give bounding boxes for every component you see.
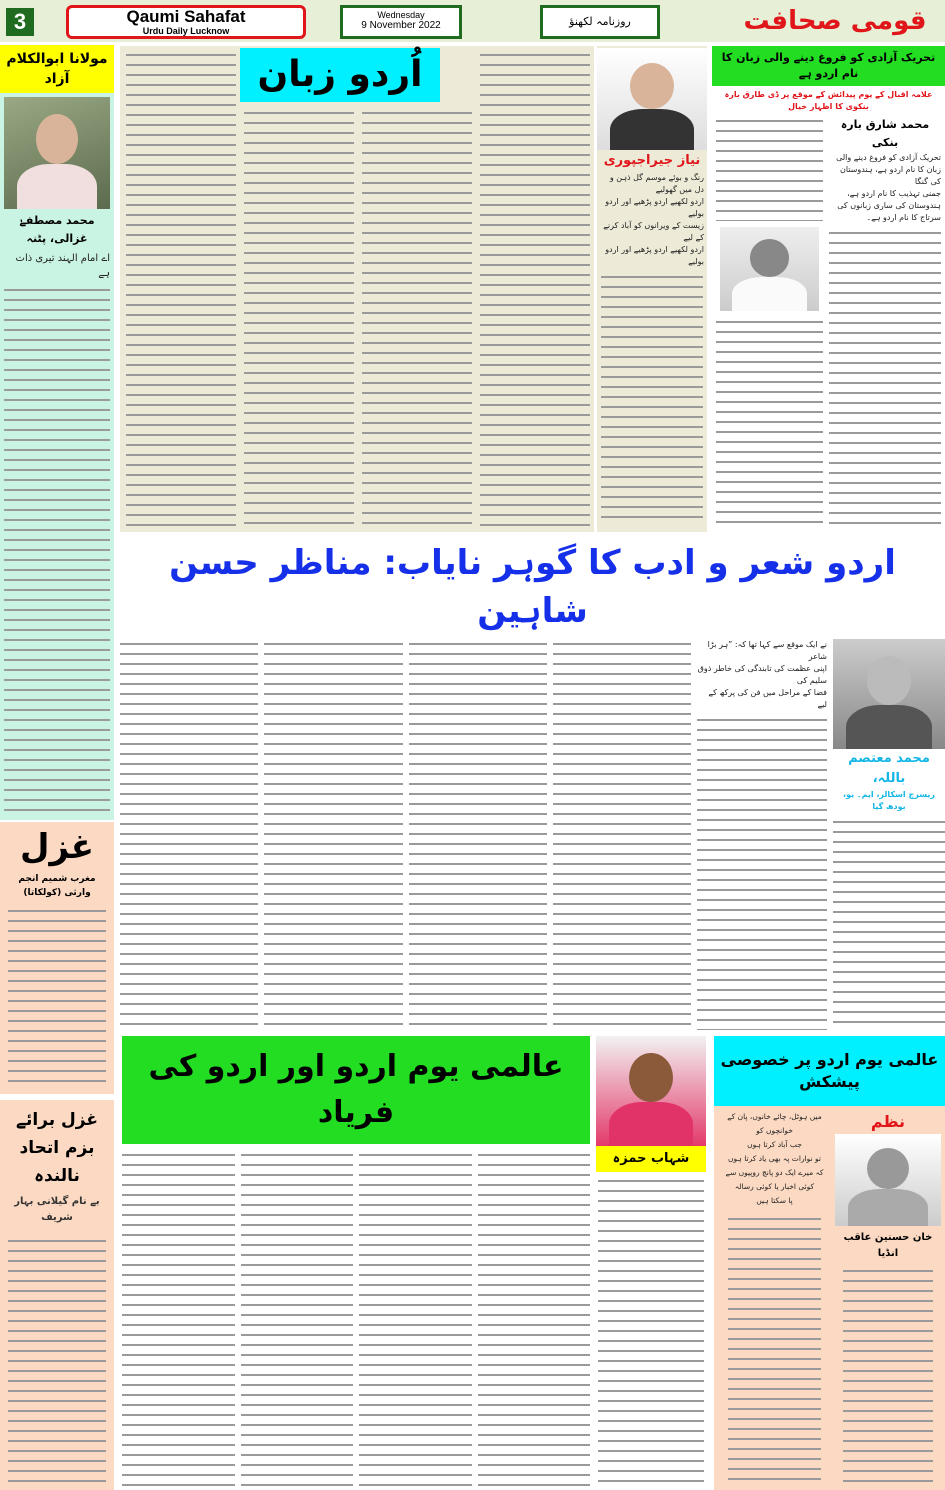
azad-heading: مولانا ابوالکلام آزاد — [0, 45, 114, 93]
faryad-author-photo — [596, 1036, 706, 1146]
tehreek-columns — [712, 116, 945, 526]
lede-line: جمنی تہذیب کا نام اردو ہے، ہندوستان کی ساری زبانوں کی سرتاج کا نام اردو ہے۔ — [837, 189, 941, 222]
tehreek-right-column — [829, 116, 941, 526]
urdu-zaban-heading: اُردو زبان — [240, 48, 440, 102]
article-text — [126, 50, 236, 526]
special-poet-caption: خان حسنین عاقب انڈیا — [843, 1232, 933, 1259]
poem-line: زیست کے ویرانوں کو آباد کرنے کے لیے — [603, 221, 704, 242]
ghazal-text — [8, 906, 106, 1088]
special-heading: عالمی یوم اردو پر خصوصی پیشکش — [714, 1036, 945, 1106]
poem-lines — [718, 1110, 831, 1208]
poem-line: پا سکتا ہیں — [756, 1196, 793, 1205]
faryad-columns — [122, 1150, 590, 1486]
poet-column — [597, 46, 707, 532]
article-text — [553, 639, 691, 1030]
manazir-author-name: محمد معتصم باللہ، — [848, 751, 930, 786]
article-text — [362, 108, 472, 526]
article-text — [264, 639, 402, 1030]
ghazal-byline: مغرب شمیم انجم وارثی (کولکاتا) — [18, 874, 96, 898]
manazir-photo — [833, 639, 945, 749]
poem-text — [4, 285, 110, 816]
faryad-author-column — [596, 1036, 706, 1486]
ghazal-bazm-text — [8, 1236, 106, 1484]
article-text — [716, 116, 823, 221]
poet-photo — [835, 1134, 941, 1226]
article-text — [833, 817, 945, 1030]
masthead-name-en: Qaumi Sahafat — [126, 7, 246, 26]
ghazal-bazm-heading: غزل برائے بزم اتحاد نالندہ — [16, 1110, 98, 1186]
page-number: 3 — [6, 8, 34, 36]
article-text — [829, 228, 941, 526]
manazir-lede — [697, 639, 827, 711]
roznama-box: روزنامہ لکھنؤ — [540, 5, 660, 39]
poem-line: اردو لکھیے اردو پڑھیے اور اردو بولیے — [605, 197, 704, 218]
urdu-zaban-section — [120, 46, 594, 532]
left-column — [0, 45, 114, 820]
poem-line: میں ہوٹل، چائے خانوں، پان کے خوانچوں کو — [727, 1112, 822, 1135]
article-text — [598, 1176, 704, 1486]
faryad-section — [122, 1036, 590, 1486]
masthead-tagline: Urdu Daily Lucknow — [142, 26, 230, 36]
manazir-section — [120, 535, 945, 1030]
poet-caption: نیاز جیراجپوری — [603, 153, 701, 168]
article-text — [478, 1150, 591, 1486]
poem-line: کہ میرے ایک دو پانچ روپیوں سے — [725, 1168, 824, 1177]
manazir-lede-column — [697, 639, 827, 1030]
poem-text — [843, 1266, 933, 1486]
lede-line: تحریک آزادی کو فروغ دینے والی زبان کا نام اردو ہے، ہندوستان کی گنگا — [836, 153, 941, 186]
poem-text — [601, 272, 703, 526]
special-body — [714, 1106, 945, 1490]
poem-line: رنگ و بوئے موسم گل ذہن و دل میں گھولیے — [609, 173, 704, 194]
poet-photo — [597, 48, 707, 150]
tehreek-lede — [829, 152, 941, 224]
article-text — [716, 317, 823, 526]
faryad-heading: عالمی یوم اردو اور اردو کی فریاد — [122, 1036, 590, 1144]
poem-line: جب آباد کرتا ہوں — [747, 1140, 802, 1149]
azad-byline: محمد مصطفےٰ غزالی، پٹنہ — [19, 214, 95, 245]
tehreek-photo — [720, 227, 819, 311]
article-text — [697, 715, 827, 1030]
lede-line: اپنی عظمت کی تابندگی کی خاطر ذوق سلیم کی — [697, 664, 827, 685]
poem-line: تو نوارات پہ بھی یاد کرتا ہوں — [728, 1154, 821, 1163]
tehreek-byline: محمد شارق بارہ بنکی — [840, 118, 930, 149]
article-text — [409, 639, 547, 1030]
poem-lines — [597, 172, 707, 268]
special-poem-column — [718, 1110, 831, 1486]
special-section — [714, 1036, 945, 1490]
masthead-name-box — [66, 5, 306, 39]
special-poet-column — [835, 1110, 941, 1486]
masthead-name-ur: قومی صحافت — [743, 6, 927, 36]
lede-line: نے ایک موقع سے کہا تھا کہ: ”ہر بڑا شاعر — [707, 640, 827, 661]
ghazal-bazm-box — [0, 1100, 114, 1490]
tehreek-subheading: علامہ اقبال کے یوم پیدائش کے موقع پر ڈی طارق بارہ بنکوی کا اظہار خیال — [724, 90, 933, 111]
ghazal-box — [0, 822, 114, 1094]
azad-lede: اے امام الہند تیری ذات ہے — [15, 253, 110, 279]
date-box — [340, 5, 462, 39]
poem-label: نظم — [870, 1112, 906, 1131]
article-text — [241, 1150, 354, 1486]
manazir-author-title: ریسرچ اسکالر، ایم۔ یو، بودھ گیا — [843, 790, 935, 811]
faryad-author-caption: شہاب حمزہ — [596, 1146, 706, 1172]
masthead — [0, 0, 945, 42]
tehreek-left-column — [716, 116, 823, 526]
poem-text — [728, 1214, 821, 1486]
article-text — [480, 50, 590, 526]
article-text — [122, 1150, 235, 1486]
tehreek-heading: تحریک آزادی کو فروغ دینے والی زبان کا نام اردو ہے — [712, 46, 945, 86]
article-text — [120, 639, 258, 1030]
manazir-body — [120, 639, 945, 1030]
ghazal-heading: غزل — [20, 827, 94, 867]
ghazal-bazm-byline: بے نام گیلانی بہار شریف — [14, 1196, 100, 1223]
poem-line: کوئی اخبار یا کوئی رسالہ — [734, 1182, 815, 1191]
lede-line: فضا کے مراحل میں فن کی پرکھ کے لیے — [708, 688, 827, 709]
article-text — [359, 1150, 472, 1486]
manazir-author-column — [833, 639, 945, 1030]
manazir-heading: اردو شعر و ادب کا گوہر نایاب: مناظر حسن شاہین — [169, 543, 896, 631]
article-text — [244, 108, 354, 526]
poem-line: اردو لکھیے اردو پڑھیے اور اردو بولیے — [605, 245, 704, 266]
date: 9 November 2022 — [361, 20, 441, 31]
author-photo — [4, 97, 110, 209]
tehreek-section — [712, 46, 945, 532]
weekday: Wednesday — [377, 10, 425, 20]
